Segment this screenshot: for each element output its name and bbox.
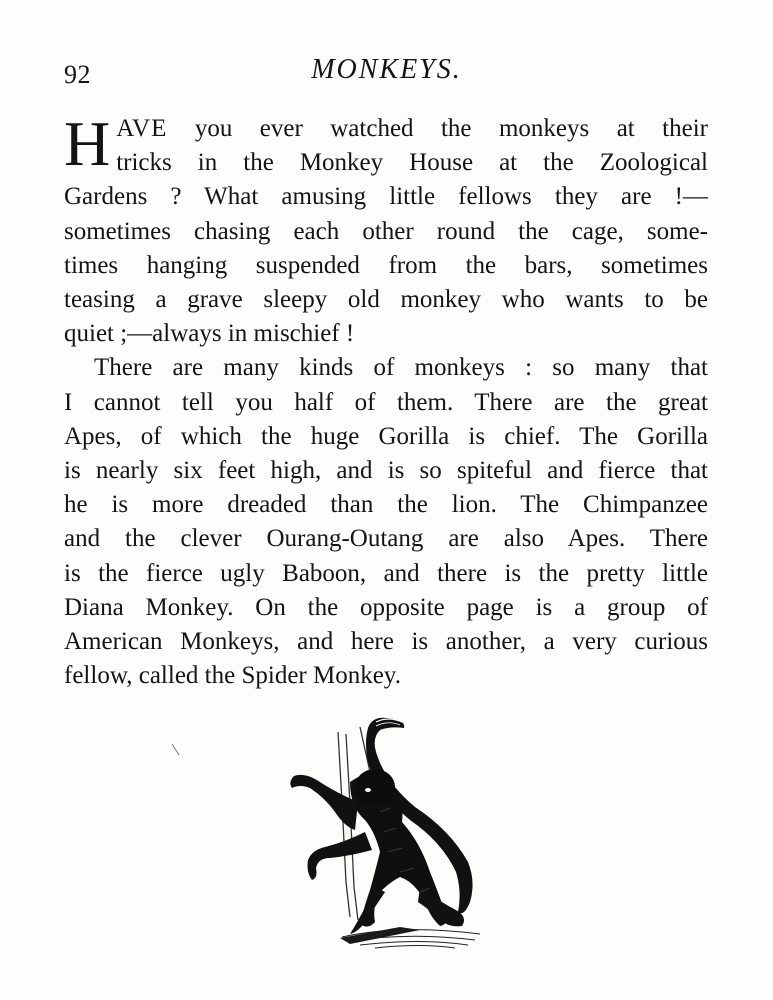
paragraph-line: times hanging suspended from the bars, sometimes xyxy=(64,251,708,279)
paragraph-line: and the clever Ourang-Outang are also Apes. There xyxy=(64,525,708,553)
spider-monkey-illustration-icon xyxy=(280,712,495,952)
paragraph-line: is nearly six feet high, and is so spiteful and fierce that xyxy=(64,457,708,485)
paragraph-line: he is more dreaded than the lion. The Chimpanzee xyxy=(64,491,708,519)
paragraph-line: teasing a grave sleepy old monkey who wants to be xyxy=(64,286,708,314)
paragraph-line: is the fierce ugly Baboon, and there is the pretty little xyxy=(64,559,708,587)
paragraph-line: Apes, of which the huge Gorilla is chief. The Gorilla xyxy=(64,422,708,450)
page-number: 92 xyxy=(64,60,91,89)
paragraph-line: American Monkeys, and here is another, a very curious xyxy=(64,628,708,656)
paragraph-line: There are many kinds of monkeys : so many that xyxy=(94,354,708,382)
paragraph-line: quiet ;—always in mischief ! xyxy=(64,320,355,348)
paragraph-line: Diana Monkey. On the opposite page is a group of xyxy=(64,593,708,621)
running-title: MONKEYS. xyxy=(311,54,462,85)
paragraph-line: tricks in the Monkey House at the Zoological xyxy=(116,149,708,177)
first-line-rest: you ever watched the monkeys at their xyxy=(167,115,708,142)
paragraph-2 xyxy=(64,351,708,693)
paragraph-1 xyxy=(64,108,708,351)
paragraph-line xyxy=(64,112,708,146)
drop-cap: H xyxy=(64,108,111,179)
paragraph-line: Gardens ? What amusing little fellows they are !— xyxy=(64,183,708,211)
first-word-caps: AVE xyxy=(116,115,168,142)
paragraph-line: sometimes chasing each other round the cage, some- xyxy=(64,217,708,245)
stray-mark xyxy=(170,742,182,758)
body-text xyxy=(64,108,708,693)
paragraph-line: fellow, called the Spider Monkey. xyxy=(64,662,401,690)
paragraph-line: I cannot tell you half of them. There are the great xyxy=(64,388,708,416)
